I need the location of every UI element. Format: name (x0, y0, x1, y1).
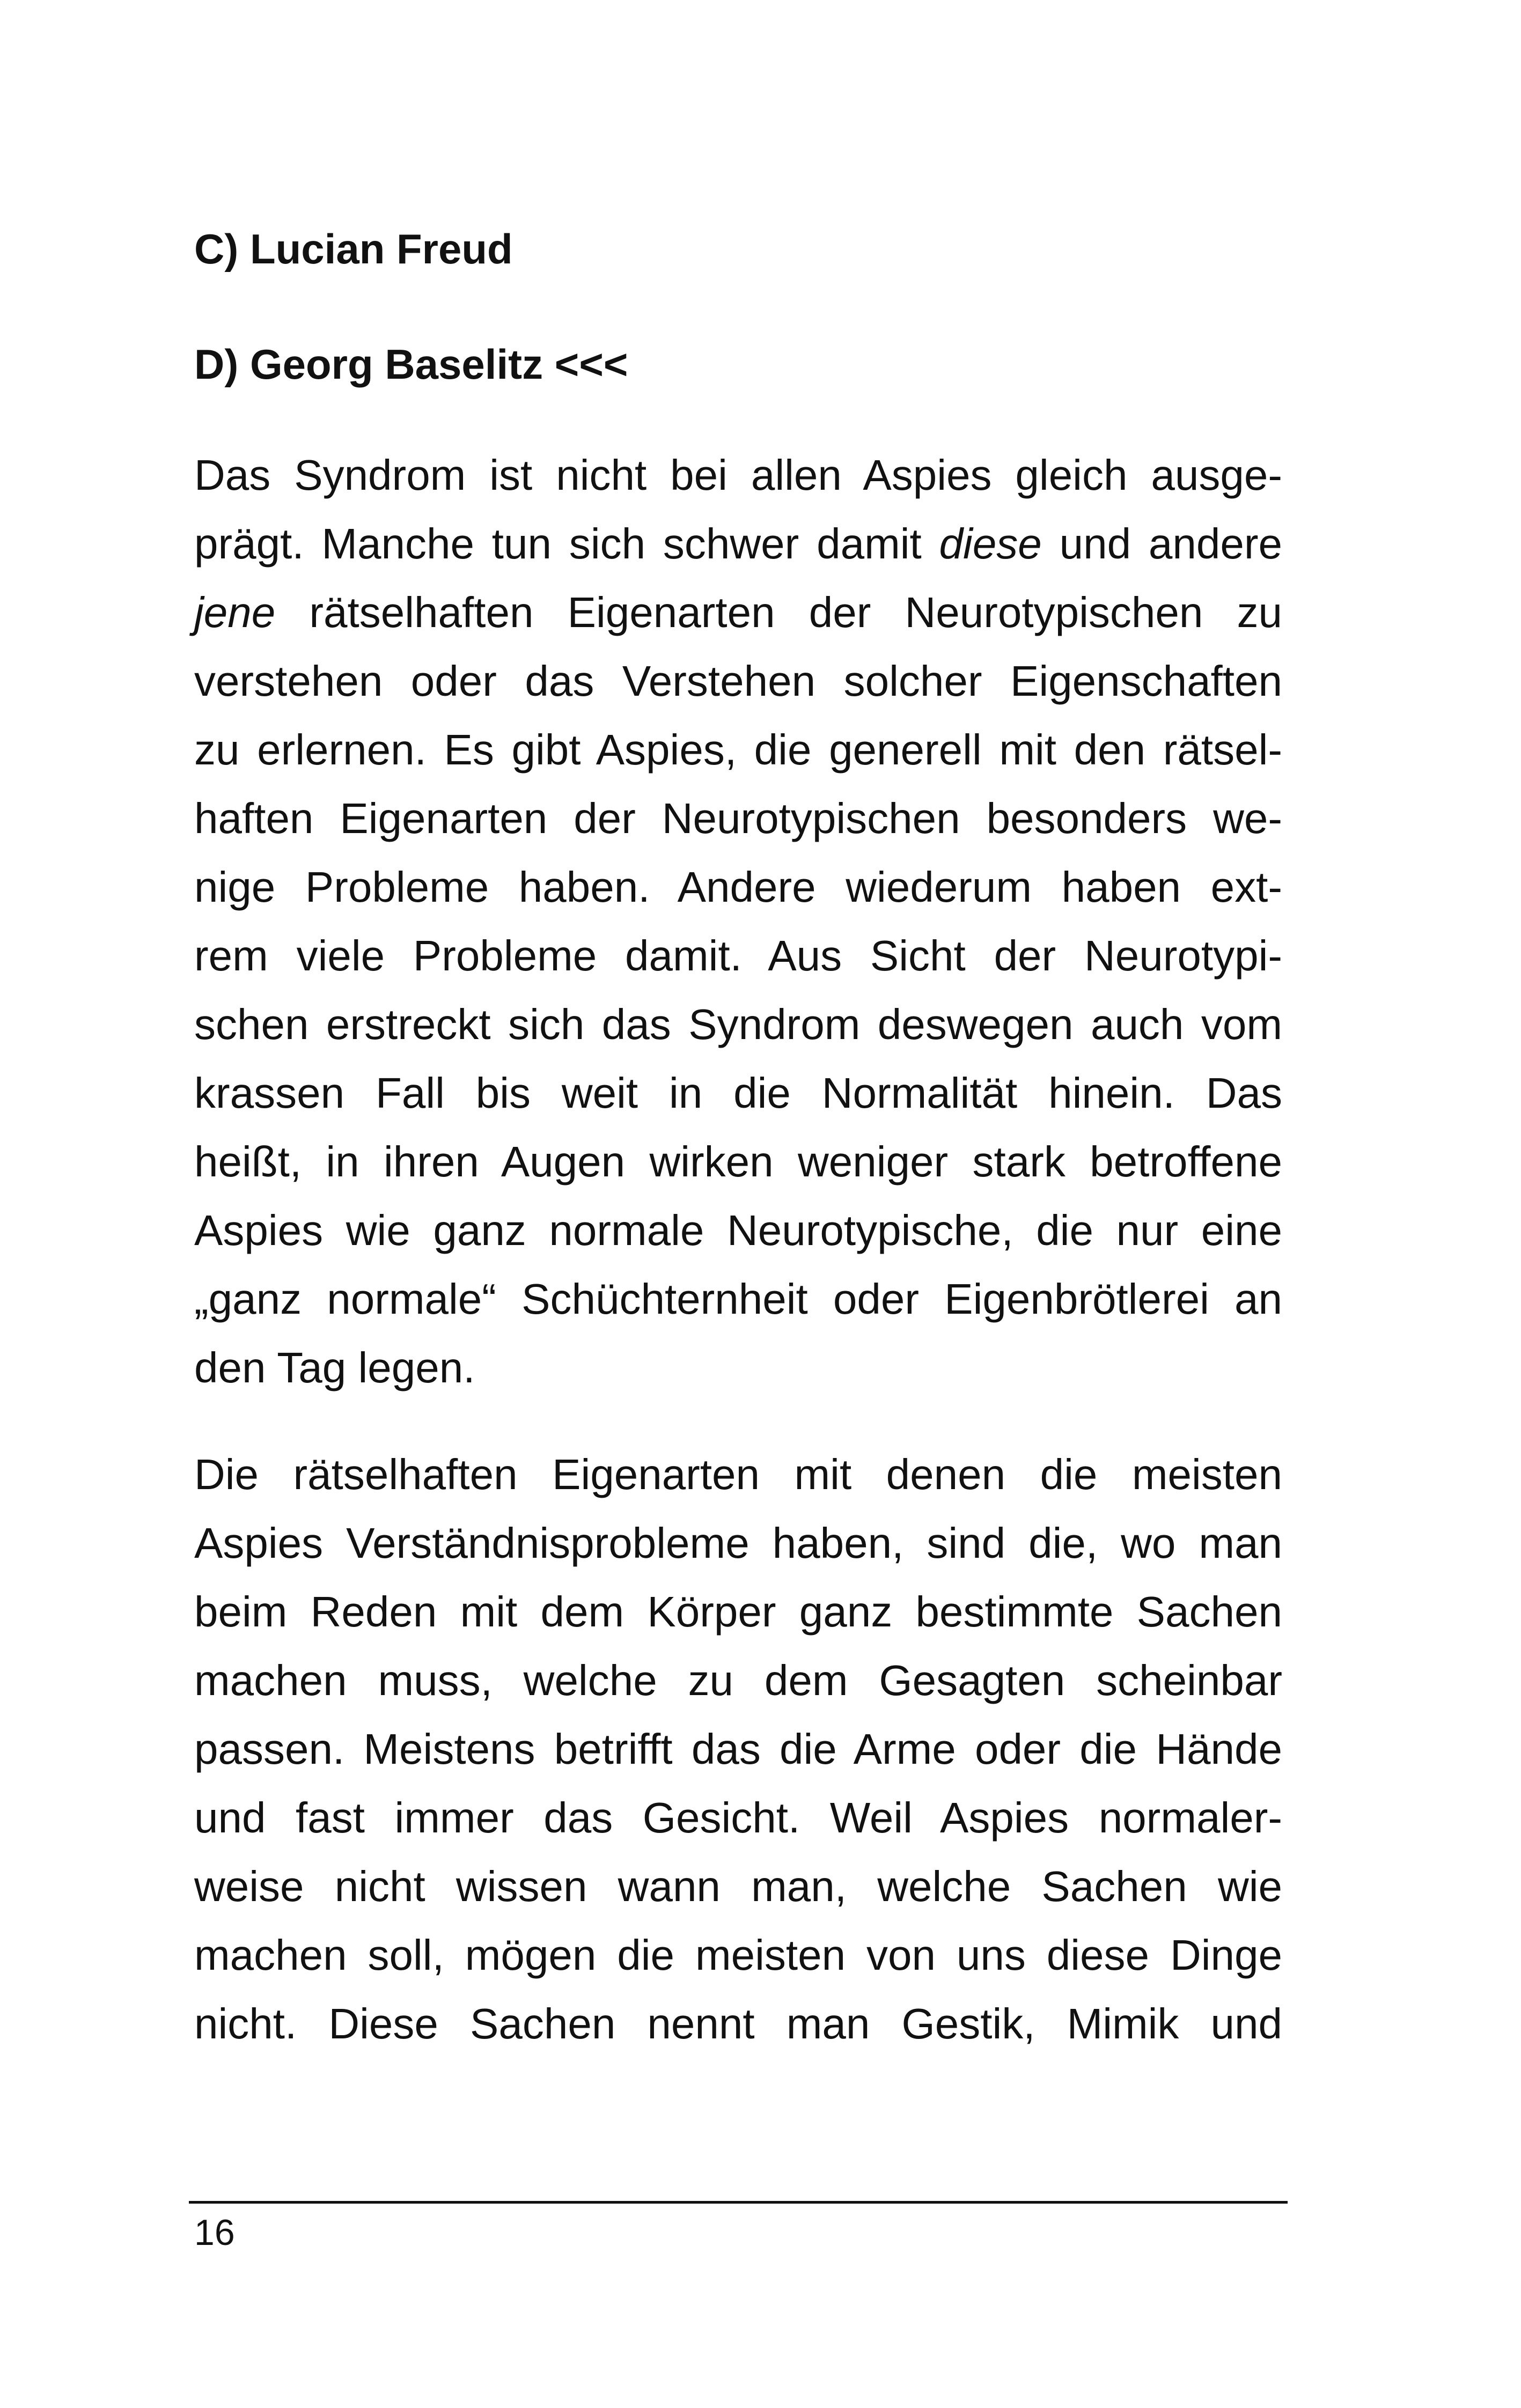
emphasis-word: jene (194, 588, 276, 636)
text-line: haften Eigenarten der Neurotypischen besonders we- (194, 794, 1282, 842)
text-line: nige Probleme haben. Andere wiederum haben ext- (194, 863, 1282, 911)
text-line: und fast immer das Gesicht. Weil Aspies normaler- (194, 1794, 1282, 1842)
text-line: Aspies wie ganz normale Neurotypische, die nur eine (194, 1206, 1282, 1254)
text-line: verstehen oder das Verstehen solcher Eigenschaften (194, 657, 1282, 705)
text-line: machen soll, mögen die meisten von uns diese Dinge (194, 1931, 1282, 1979)
text-line: beim Reden mit dem Körper ganz bestimmte Sachen (194, 1588, 1282, 1636)
text-line: jene rätselhaften Eigenarten der Neurotypischen zu (194, 588, 1282, 636)
text-line: den Tag legen. (194, 1344, 475, 1391)
text-line: zu erlernen. Es gibt Aspies, die generell mit den rätsel- (194, 726, 1282, 774)
text-line: rem viele Probleme damit. Aus Sicht der Neurotypi- (194, 932, 1282, 980)
text-line: „ganz normale“ Schüchternheit oder Eigenbrötlerei an (194, 1275, 1282, 1323)
text-line: Die rätselhaften Eigenarten mit denen die meisten (194, 1450, 1282, 1498)
text-line: krassen Fall bis weit in die Normalität hinein. Das (194, 1069, 1282, 1117)
body-paragraph-1 (194, 441, 1282, 1402)
body-paragraph-2 (194, 1440, 1282, 2058)
text-line: Das Syndrom ist nicht bei allen Aspies gleich ausge- (194, 451, 1282, 499)
text-line: machen muss, welche zu dem Gesagten scheinbar (194, 1656, 1282, 1704)
answer-option-c: C) Lucian Freud (194, 225, 513, 273)
text-line: weise nicht wissen wann man, welche Sachen wie (194, 1862, 1282, 1910)
answer-option-d: D) Georg Baselitz <<< (194, 341, 628, 388)
page-number: 16 (194, 2212, 235, 2253)
text-line: nicht. Diese Sachen nennt man Gestik, Mimik und (194, 2000, 1282, 2048)
footer-divider (189, 2201, 1288, 2204)
text-line: Aspies Verständnisprobleme haben, sind die, wo man (194, 1519, 1282, 1567)
text-line: passen. Meistens betrifft das die Arme oder die Hände (194, 1725, 1282, 1773)
text-line: prägt. Manche tun sich schwer damit diese und andere (194, 520, 1282, 568)
text-line: heißt, in ihren Augen wirken weniger stark betroffene (194, 1138, 1282, 1185)
emphasis-word: diese (939, 520, 1042, 568)
text-line: schen erstreckt sich das Syndrom deswegen auch vom (194, 1000, 1282, 1048)
